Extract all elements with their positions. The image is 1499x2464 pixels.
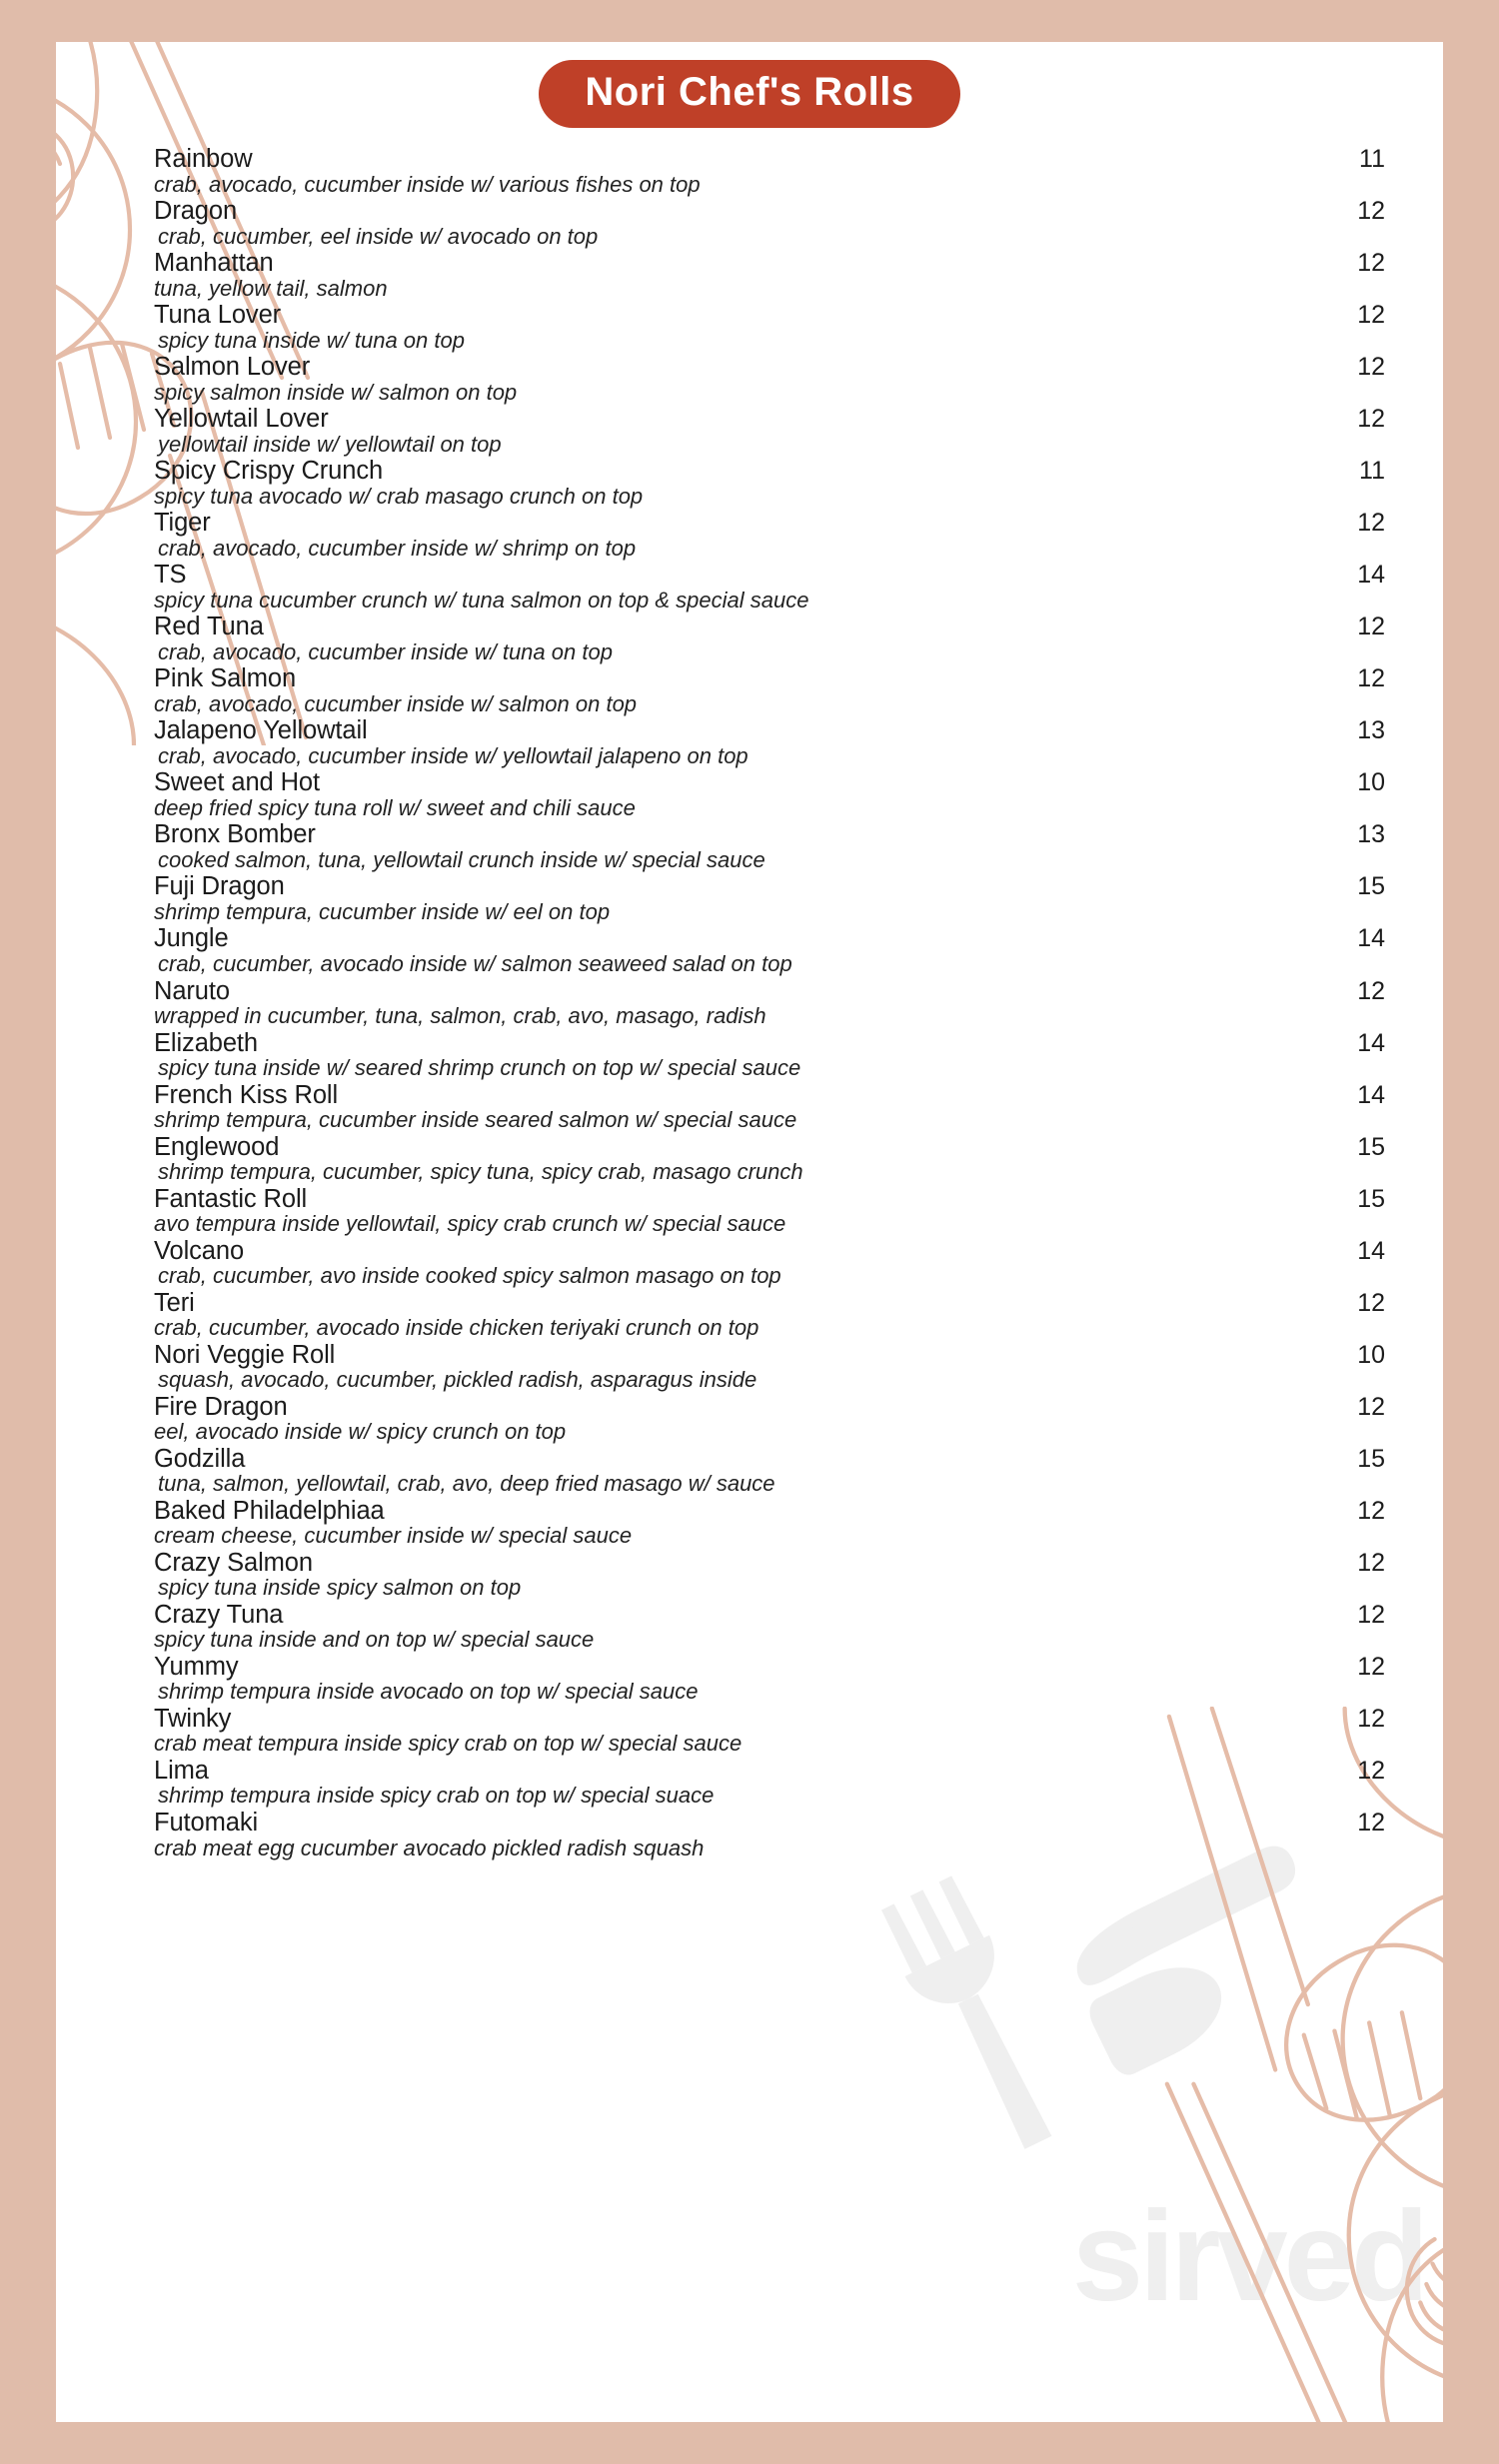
menu-item-description: spicy salmon inside w/ salmon on top [154,379,518,405]
menu-item [154,303,1385,352]
menu-item-price: 14 [1357,1080,1385,1109]
menu-item-row [154,459,1385,485]
menu-item [154,874,1385,923]
menu-item [154,1080,1385,1133]
menu-item-name: TS [154,561,187,590]
menu-item-name: Spicy Crispy Crunch [154,457,384,486]
menu-item-name: Salmon Lover [154,353,311,382]
menu-item [154,1600,1385,1653]
menu-item-price: 10 [1357,768,1385,797]
menu-item-description: spicy tuna cucumber crunch w/ tuna salmon on top & special sauce [154,587,809,613]
menu-item-price: 14 [1357,1236,1385,1265]
menu-item-description: avo tempura inside yellowtail, spicy crab crunch w/ special sauce [154,1211,786,1237]
menu-item-description: shrimp tempura, cucumber inside w/ eel on top [154,898,611,924]
menu-item-name: Tiger [154,509,211,538]
menu-item-description: cooked salmon, tuna, yellowtail crunch inside w/ special sauce [158,846,765,872]
menu-item-description: spicy tuna avocado w/ crab masago crunch on top [154,483,644,509]
menu-item-row [154,1392,1385,1421]
menu-item-name: Teri [154,1288,195,1317]
menu-item [154,976,1385,1028]
menu-item-description: crab, avocado, cucumber inside w/ tuna on top [158,638,613,664]
menu-item-name: Dragon [154,197,238,226]
menu-item-price: 12 [1357,1392,1385,1421]
menu-item-description: wrapped in cucumber, tuna, salmon, crab, avo, masago, radish [154,1003,766,1028]
menu-item-name: Tuna Lover [154,301,282,330]
menu-item-row [154,976,1385,1005]
menu-item-price: 14 [1357,1028,1385,1057]
menu-item-description: squash, avocado, cucumber, pickled radish, asparagus inside [158,1367,757,1393]
menu-item [154,199,1385,248]
menu-item [154,1132,1385,1185]
menu-item-description: shrimp tempura inside avocado on top w/ special sauce [158,1679,699,1705]
menu-item-name: Pink Salmon [154,664,297,693]
menu-item-price: 14 [1357,924,1385,953]
menu-item-row [154,355,1385,381]
menu-item [154,718,1385,767]
menu-item-name: Lima [154,1756,209,1785]
menu-item-row [154,874,1385,900]
menu-item-description: yellowtail inside w/ yellowtail on top [158,431,502,457]
menu-item-row [154,615,1385,640]
menu-item-price: 11 [1359,457,1385,486]
menu-item-row [154,1496,1385,1525]
menu-item-row [154,1811,1385,1837]
menu-item-row [154,1340,1385,1369]
menu-item [154,1548,1385,1601]
menu-item-row [154,303,1385,329]
menu-item-description: crab, avocado, cucumber inside w/ various fishes on top [154,171,701,197]
menu-item-price: 12 [1357,1756,1385,1785]
menu-item-price: 15 [1357,872,1385,901]
menu-item [154,615,1385,663]
menu-item-price: 12 [1357,613,1385,641]
menu-item [154,459,1385,508]
menu-item-price: 12 [1357,353,1385,382]
section-header [56,42,1443,128]
menu-item-price: 12 [1357,509,1385,538]
menu-item-row [154,926,1385,952]
menu-item-row [154,1704,1385,1733]
menu-item-description: shrimp tempura, cucumber inside seared salmon w/ special sauce [154,1107,797,1133]
menu-item-name: Twinky [154,1704,232,1733]
menu-item-price: 12 [1357,1600,1385,1629]
menu-item-name: Yummy [154,1652,239,1681]
menu-item-description: shrimp tempura, cucumber, spicy tuna, spicy crab, masago crunch [158,1159,803,1185]
menu-item-description: crab, cucumber, eel inside w/ avocado on top [158,223,599,249]
menu-item [154,1496,1385,1549]
menu-item-row [154,563,1385,589]
menu-item-row [154,1444,1385,1473]
menu-item [154,511,1385,560]
menu-item-name: Godzilla [154,1444,246,1473]
sirved-watermark: sirved [1071,2185,1425,2328]
menu-item-row [154,407,1385,433]
menu-item-name: French Kiss Roll [154,1080,339,1109]
menu-item-description: spicy tuna inside w/ seared shrimp crunch on top w/ special sauce [158,1055,801,1081]
menu-item-row [154,770,1385,796]
menu-item-description: cream cheese, cucumber inside w/ special sauce [154,1523,633,1549]
menu-item-description: spicy tuna inside spicy salmon on top [158,1575,522,1601]
menu-item-description: crab, cucumber, avocado inside w/ salmon seaweed salad on top [158,950,792,976]
menu-item-description: crab, cucumber, avo inside cooked spicy salmon masago on top [158,1263,781,1289]
menu-item-price: 14 [1357,561,1385,590]
menu-item-row [154,1548,1385,1577]
menu-item-description: eel, avocado inside w/ spicy crunch on top [154,1419,567,1445]
menu-item-price: 12 [1357,249,1385,278]
menu-item [154,1028,1385,1081]
menu-item-name: Crazy Tuna [154,1600,284,1629]
menu-item-description: spicy tuna inside and on top w/ special sauce [154,1627,595,1653]
menu-item-price: 12 [1357,1809,1385,1837]
menu-item-row [154,1756,1385,1785]
menu-item-list [56,147,1443,1859]
menu-item-price: 13 [1357,820,1385,849]
menu-item-name: Baked Philadelphiaa [154,1496,385,1525]
menu-item-name: Volcano [154,1236,245,1265]
menu-item [154,1652,1385,1705]
menu-item [154,1444,1385,1497]
menu-item-name: Englewood [154,1132,280,1161]
menu-item-name: Crazy Salmon [154,1548,313,1577]
menu-item-row [154,718,1385,744]
menu-item-price: 12 [1357,1704,1385,1733]
menu-item-name: Fantastic Roll [154,1184,308,1213]
menu-item-name: Fire Dragon [154,1392,288,1421]
menu-item-row [154,511,1385,537]
section-title: Nori Chef's Rolls [539,60,959,128]
menu-item [154,1392,1385,1445]
menu-item [154,770,1385,819]
menu-item-name: Sweet and Hot [154,768,320,797]
menu-item [154,1340,1385,1393]
menu-item [154,666,1385,715]
menu-item-row [154,1132,1385,1161]
menu-item-name: Jungle [154,924,229,953]
menu-item-price: 12 [1357,301,1385,330]
menu-item-description: crab, avocado, cucumber inside w/ shrimp on top [158,535,637,561]
menu-item-row [154,1288,1385,1317]
menu-item-row [154,666,1385,692]
menu-item-price: 10 [1357,1340,1385,1369]
menu-item-name: Manhattan [154,249,274,278]
menu-item-name: Yellowtail Lover [154,405,329,434]
menu-item [154,1704,1385,1757]
menu-item-row [154,199,1385,225]
menu-item-description: shrimp tempura inside spicy crab on top w/ special suace [158,1783,715,1809]
menu-item-price: 12 [1357,1288,1385,1317]
menu-item [154,926,1385,975]
menu-item [154,355,1385,404]
menu-item-description: deep fried spicy tuna roll w/ sweet and chili sauce [154,794,636,820]
menu-item-name: Jalapeno Yellowtail [154,716,368,745]
menu-item-row [154,1028,1385,1057]
menu-item-price: 12 [1357,197,1385,226]
menu-item-row [154,1236,1385,1265]
menu-item [154,822,1385,871]
menu-item-name: Fuji Dragon [154,872,285,901]
menu-item-description: tuna, salmon, yellowtail, crab, avo, deep fried masago w/ sauce [158,1471,775,1497]
menu-item [154,407,1385,456]
menu-item-row [154,1652,1385,1681]
menu-item-description: crab, cucumber, avocado inside chicken teriyaki crunch on top [154,1315,759,1341]
menu-item-price: 15 [1357,1132,1385,1161]
menu-item-price: 15 [1357,1184,1385,1213]
menu-item-description: spicy tuna inside w/ tuna on top [158,327,465,353]
menu-item [154,251,1385,300]
menu-item-price: 15 [1357,1444,1385,1473]
menu-item-name: Naruto [154,976,230,1005]
menu-item-price: 12 [1357,664,1385,693]
menu-card [56,42,1443,2422]
menu-item [154,1756,1385,1809]
menu-item-price: 13 [1357,716,1385,745]
menu-item-description: tuna, yellow tail, salmon [154,275,388,301]
menu-item [154,1236,1385,1289]
menu-item-name: Nori Veggie Roll [154,1340,336,1369]
menu-item-name: Red Tuna [154,613,264,641]
menu-item-name: Rainbow [154,145,253,173]
menu-item [154,147,1385,196]
menu-item-row [154,822,1385,848]
menu-item-price: 12 [1357,1548,1385,1577]
menu-item-price: 12 [1357,1496,1385,1525]
menu-item-price: 12 [1357,1652,1385,1681]
menu-item-row [154,251,1385,277]
menu-item-name: Futomaki [154,1809,259,1837]
menu-item [154,1288,1385,1341]
menu-item-row [154,1184,1385,1213]
menu-item-price: 12 [1357,405,1385,434]
menu-item-price: 11 [1359,145,1385,173]
menu-item-price: 12 [1357,976,1385,1005]
menu-item-name: Bronx Bomber [154,820,316,849]
menu-item-description: crab, avocado, cucumber inside w/ salmon on top [154,690,638,716]
menu-item-description: crab meat tempura inside spicy crab on top w/ special sauce [154,1731,743,1757]
menu-item-description: crab, avocado, cucumber inside w/ yellowtail jalapeno on top [158,742,749,768]
menu-item-row [154,1600,1385,1629]
menu-item-description: crab meat egg cucumber avocado pickled radish squash [154,1835,705,1860]
menu-item [154,1184,1385,1237]
menu-item-name: Elizabeth [154,1028,259,1057]
menu-item-row [154,1080,1385,1109]
menu-item-row [154,147,1385,173]
menu-item [154,1811,1385,1859]
menu-item [154,563,1385,612]
